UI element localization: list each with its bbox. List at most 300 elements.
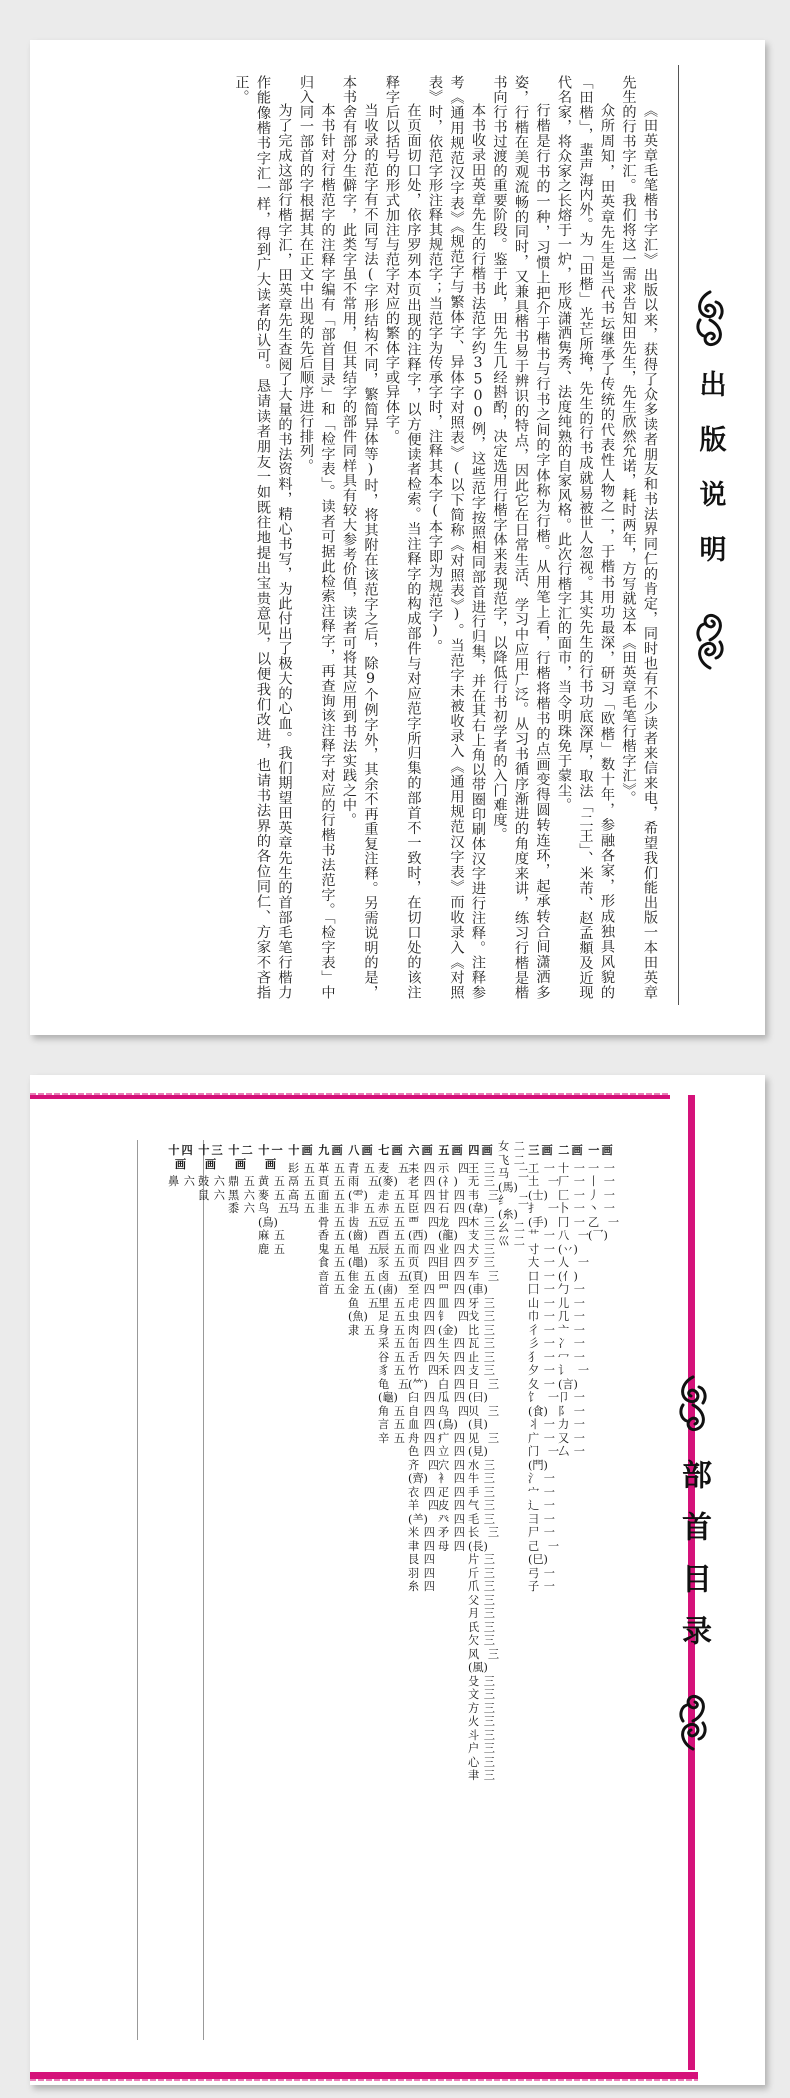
radical-entry[interactable] bbox=[258, 1175, 285, 1189]
radical-entry[interactable] bbox=[408, 1445, 435, 1459]
radical-entry[interactable] bbox=[468, 1337, 495, 1351]
radical-entry[interactable] bbox=[408, 1202, 435, 1216]
radical-page-number: 一 bbox=[573, 1202, 585, 1215]
radical-entry[interactable] bbox=[378, 1418, 405, 1432]
radical-page-number: 四 bbox=[453, 1364, 465, 1377]
radical-entry[interactable] bbox=[288, 1162, 315, 1176]
radical-entry[interactable] bbox=[528, 1391, 560, 1418]
radical-entry[interactable] bbox=[438, 1310, 470, 1337]
radical-entry[interactable] bbox=[468, 1377, 500, 1405]
radical-page-number: 三 bbox=[483, 1580, 495, 1593]
radical-entry[interactable] bbox=[438, 1337, 465, 1351]
radical-entry[interactable] bbox=[408, 1324, 435, 1338]
radical-page-number: 五 bbox=[393, 1418, 405, 1431]
radical-entry[interactable] bbox=[438, 1364, 465, 1378]
radical-entry[interactable] bbox=[528, 1539, 560, 1567]
radical-char: 王 bbox=[468, 1161, 480, 1175]
radical-entry[interactable] bbox=[438, 1161, 470, 1189]
radical-entry[interactable] bbox=[438, 1270, 465, 1284]
radical-entry[interactable] bbox=[348, 1324, 375, 1338]
radical-char: 髟 bbox=[288, 1161, 300, 1175]
radical-char: 日(曰) bbox=[468, 1377, 488, 1404]
radical-entry[interactable] bbox=[468, 1310, 495, 1324]
radical-page-number: 四 bbox=[427, 1215, 440, 1229]
radical-entry[interactable] bbox=[438, 1513, 465, 1527]
radical-entry[interactable] bbox=[168, 1175, 195, 1189]
radical-entry[interactable] bbox=[528, 1418, 555, 1432]
radical-char: 儿 bbox=[558, 1296, 570, 1310]
radical-index-column bbox=[198, 1140, 225, 2050]
radical-entry[interactable] bbox=[408, 1499, 440, 1526]
radical-entry[interactable] bbox=[468, 1553, 495, 1567]
radical-entry[interactable] bbox=[528, 1486, 555, 1500]
radical-entry[interactable] bbox=[558, 1432, 585, 1446]
radical-entry[interactable] bbox=[288, 1202, 315, 1216]
radical-entry[interactable] bbox=[528, 1243, 555, 1257]
radical-entry[interactable] bbox=[468, 1431, 500, 1459]
radical-entry[interactable] bbox=[378, 1337, 405, 1351]
radical-entry[interactable] bbox=[528, 1283, 555, 1297]
radical-page-number: 五 bbox=[397, 1377, 410, 1391]
radical-entry[interactable] bbox=[348, 1175, 380, 1202]
radical-entry[interactable] bbox=[198, 1189, 225, 1203]
radical-entry[interactable] bbox=[318, 1270, 345, 1284]
radical-entry[interactable] bbox=[378, 1351, 405, 1365]
radical-entry[interactable] bbox=[528, 1310, 555, 1324]
radical-page-number: 三 bbox=[483, 1728, 495, 1742]
radical-entry[interactable] bbox=[558, 1310, 585, 1324]
radical-entry[interactable] bbox=[408, 1432, 435, 1446]
radical-entry[interactable] bbox=[378, 1216, 405, 1230]
radical-entry[interactable] bbox=[558, 1297, 585, 1311]
radical-char: 疋 bbox=[438, 1485, 450, 1499]
radical-entry[interactable] bbox=[438, 1472, 465, 1486]
radical-entry[interactable] bbox=[528, 1337, 555, 1351]
radical-entry[interactable] bbox=[468, 1513, 495, 1527]
radical-char: 月 bbox=[468, 1607, 480, 1620]
radical-entry[interactable] bbox=[378, 1269, 410, 1297]
radical-entry[interactable] bbox=[468, 1607, 495, 1621]
radical-entry[interactable] bbox=[558, 1337, 585, 1351]
radical-entry[interactable] bbox=[438, 1215, 470, 1243]
radical-page-number: 四 bbox=[423, 1283, 435, 1296]
radical-entry[interactable] bbox=[378, 1310, 405, 1324]
radical-entry[interactable] bbox=[408, 1391, 435, 1405]
radical-entry[interactable] bbox=[588, 1202, 615, 1216]
radical-entry[interactable] bbox=[228, 1189, 255, 1203]
radical-entry[interactable] bbox=[528, 1567, 555, 1581]
radical-page-number: 五 bbox=[363, 1283, 375, 1296]
radical-entry[interactable] bbox=[468, 1729, 495, 1743]
radical-page-number: 四 bbox=[457, 1215, 470, 1229]
radical-entry[interactable] bbox=[468, 1715, 495, 1729]
radical-page-number: 四 bbox=[423, 1296, 435, 1310]
radical-entry[interactable] bbox=[468, 1175, 495, 1189]
radical-entry[interactable] bbox=[558, 1405, 585, 1419]
radical-page-number: 五 bbox=[303, 1161, 315, 1175]
radical-entry[interactable] bbox=[558, 1445, 585, 1459]
radical-entry[interactable] bbox=[498, 1221, 525, 1235]
radical-entry[interactable] bbox=[408, 1175, 435, 1189]
radical-entry[interactable] bbox=[558, 1162, 585, 1176]
radical-page-number: 一 bbox=[547, 1391, 560, 1404]
radical-entry[interactable] bbox=[408, 1580, 435, 1594]
radical-entry[interactable] bbox=[408, 1567, 435, 1581]
radical-entry[interactable] bbox=[348, 1202, 375, 1216]
radical-char: 羊(⺷) bbox=[408, 1499, 428, 1526]
radical-entry[interactable] bbox=[438, 1189, 465, 1203]
radical-entry[interactable] bbox=[468, 1162, 495, 1176]
radical-entry[interactable] bbox=[228, 1202, 255, 1216]
radical-entry[interactable] bbox=[318, 1162, 345, 1176]
radical-entry[interactable] bbox=[468, 1188, 500, 1216]
radical-entry[interactable] bbox=[408, 1337, 435, 1351]
radical-char: 革 bbox=[318, 1161, 330, 1175]
radical-entry[interactable] bbox=[378, 1243, 405, 1257]
radical-page-number: 三 bbox=[483, 1634, 495, 1647]
radical-entry[interactable] bbox=[468, 1621, 495, 1635]
radical-entry[interactable] bbox=[468, 1229, 495, 1243]
radical-entry[interactable] bbox=[528, 1297, 555, 1311]
radical-entry[interactable] bbox=[528, 1202, 560, 1229]
radical-entry[interactable] bbox=[468, 1404, 500, 1432]
radical-page-number: 五 bbox=[363, 1269, 375, 1283]
radical-page-number: 五 bbox=[333, 1229, 345, 1242]
radical-entry[interactable] bbox=[468, 1297, 495, 1311]
radical-index-column bbox=[378, 1140, 410, 2050]
radical-entry[interactable] bbox=[408, 1189, 435, 1203]
radical-char: 艮 bbox=[408, 1553, 420, 1566]
radical-char: 比 bbox=[468, 1323, 480, 1337]
radical-entry[interactable] bbox=[408, 1553, 435, 1567]
radical-page-number: 六 bbox=[213, 1188, 225, 1202]
radical-entry[interactable] bbox=[528, 1351, 555, 1365]
radical-page-number: 三 bbox=[483, 1701, 495, 1715]
radical-entry[interactable] bbox=[378, 1405, 405, 1419]
radical-entry[interactable] bbox=[528, 1162, 555, 1176]
radical-entry[interactable] bbox=[258, 1229, 285, 1243]
radical-entry[interactable] bbox=[528, 1256, 555, 1270]
radical-page-number: 二 bbox=[513, 1140, 525, 1153]
radical-entry[interactable] bbox=[468, 1702, 495, 1716]
radical-page-number: 三 bbox=[483, 1215, 495, 1229]
radical-entry[interactable] bbox=[408, 1458, 440, 1486]
radical-entry[interactable] bbox=[438, 1202, 465, 1216]
radical-entry[interactable] bbox=[438, 1256, 465, 1270]
radical-entry[interactable] bbox=[498, 1235, 525, 1249]
radical-entry[interactable] bbox=[378, 1297, 405, 1311]
radical-entry[interactable] bbox=[408, 1256, 440, 1283]
radical-entry[interactable] bbox=[468, 1688, 495, 1702]
radical-entry[interactable] bbox=[408, 1418, 435, 1432]
radical-entry[interactable] bbox=[438, 1459, 465, 1473]
radical-char: 幺 bbox=[498, 1221, 510, 1234]
radical-entry[interactable] bbox=[438, 1243, 465, 1257]
radical-char: 乙(乛) bbox=[588, 1215, 608, 1242]
radical-entry[interactable] bbox=[438, 1445, 465, 1459]
radical-entry[interactable] bbox=[558, 1418, 585, 1432]
radical-entry[interactable] bbox=[258, 1243, 285, 1257]
radical-page-number: 一 bbox=[543, 1256, 555, 1269]
radical-char: 匚 bbox=[558, 1188, 570, 1202]
radical-entry[interactable] bbox=[318, 1189, 345, 1203]
radical-page-number: 五 bbox=[333, 1283, 345, 1296]
radical-char: 冂 bbox=[558, 1215, 570, 1229]
radical-entry[interactable] bbox=[348, 1215, 380, 1243]
radical-page-number: 五 bbox=[273, 1175, 285, 1188]
radical-page-number: 一 bbox=[577, 1229, 590, 1242]
radical-entry[interactable] bbox=[318, 1256, 345, 1270]
radical-entry[interactable] bbox=[408, 1162, 435, 1176]
radical-entry[interactable] bbox=[348, 1270, 375, 1284]
radical-entry[interactable] bbox=[228, 1175, 255, 1189]
radical-page-number: 一 bbox=[603, 1188, 615, 1202]
radical-page-number: 四 bbox=[453, 1499, 465, 1512]
radical-entry[interactable] bbox=[438, 1486, 465, 1500]
radical-entry[interactable] bbox=[498, 1140, 525, 1154]
radical-entry[interactable] bbox=[468, 1742, 495, 1756]
radical-char: 血 bbox=[408, 1418, 420, 1431]
radical-entry[interactable] bbox=[318, 1229, 345, 1243]
radical-entry[interactable] bbox=[588, 1162, 615, 1176]
radical-entry[interactable] bbox=[558, 1229, 590, 1256]
radical-entry[interactable] bbox=[438, 1391, 465, 1405]
radical-page-number: 四 bbox=[453, 1269, 465, 1283]
radical-entry[interactable] bbox=[378, 1364, 405, 1378]
radical-char: 见(見) bbox=[468, 1431, 488, 1458]
radical-entry[interactable] bbox=[348, 1283, 375, 1297]
radical-entry[interactable] bbox=[468, 1216, 495, 1230]
radical-page-number: 五 bbox=[393, 1242, 405, 1256]
radical-page-number: 四 bbox=[427, 1256, 440, 1269]
radical-page-number: 一 bbox=[573, 1283, 585, 1296]
radical-char: 走 bbox=[378, 1188, 390, 1202]
radical-entry[interactable] bbox=[468, 1526, 500, 1553]
radical-char: 疒 bbox=[438, 1431, 450, 1445]
radical-entry[interactable] bbox=[528, 1445, 560, 1472]
radical-entry[interactable] bbox=[468, 1647, 500, 1675]
radical-entry[interactable] bbox=[528, 1580, 555, 1594]
radical-entry[interactable] bbox=[498, 1154, 525, 1168]
radical-entry[interactable] bbox=[468, 1486, 495, 1500]
radical-entry[interactable] bbox=[438, 1378, 465, 1392]
radical-entry[interactable] bbox=[408, 1540, 435, 1554]
radical-entry[interactable] bbox=[468, 1256, 495, 1270]
radical-entry[interactable] bbox=[378, 1324, 405, 1338]
paragraph: 本书针对行楷范字的注释字编有「部首目录」和「检字表」。读者可据此检索注释字，再查询该注释字对应的行楷书法范字。「检字表」中归入同一部首的字根据其在正文中出现的先后顺序进行排列。 bbox=[298, 75, 336, 1000]
radical-entry[interactable] bbox=[408, 1310, 435, 1324]
radical-entry[interactable] bbox=[588, 1175, 615, 1189]
radical-page-number: 一 bbox=[573, 1188, 585, 1202]
radical-entry[interactable] bbox=[528, 1499, 555, 1513]
radical-entry[interactable] bbox=[318, 1175, 345, 1189]
radical-entry[interactable] bbox=[558, 1256, 590, 1283]
radical-char: 丿 bbox=[588, 1188, 600, 1202]
stroke-count-heading: 八画 bbox=[348, 1143, 375, 1157]
radical-entry[interactable] bbox=[468, 1580, 495, 1594]
radical-entry[interactable] bbox=[438, 1432, 465, 1446]
radical-index-column bbox=[168, 1140, 195, 2050]
radical-entry[interactable] bbox=[378, 1189, 405, 1203]
radical-page-number: 六 bbox=[183, 1175, 195, 1188]
radical-page-number: 五 bbox=[243, 1175, 255, 1188]
radical-entry[interactable] bbox=[468, 1243, 495, 1257]
radical-entry[interactable] bbox=[528, 1324, 555, 1338]
radical-page-number: 五 bbox=[393, 1404, 405, 1418]
radical-entry[interactable] bbox=[468, 1769, 495, 1783]
radical-entry[interactable] bbox=[408, 1486, 435, 1500]
radical-entry[interactable] bbox=[468, 1594, 495, 1608]
radical-entry[interactable] bbox=[408, 1405, 435, 1419]
radical-page-number: 一 bbox=[543, 1377, 555, 1391]
radical-entry[interactable] bbox=[468, 1351, 495, 1365]
radical-entry[interactable] bbox=[558, 1283, 585, 1297]
radical-entry[interactable] bbox=[528, 1229, 555, 1243]
radical-page-number: 一 bbox=[577, 1256, 590, 1269]
radical-char: 虫 bbox=[408, 1310, 420, 1323]
radical-entry[interactable] bbox=[558, 1324, 585, 1338]
radical-entry[interactable] bbox=[498, 1167, 530, 1194]
radical-entry[interactable] bbox=[438, 1499, 465, 1513]
radical-entry[interactable] bbox=[528, 1472, 555, 1486]
radical-char: 火 bbox=[468, 1715, 480, 1728]
radical-entry[interactable] bbox=[438, 1526, 465, 1540]
radical-char: 角 bbox=[378, 1404, 390, 1418]
radical-entry[interactable] bbox=[378, 1161, 410, 1189]
radical-page-number: 五 bbox=[393, 1229, 405, 1242]
radical-entry[interactable] bbox=[468, 1269, 500, 1297]
radical-entry[interactable] bbox=[408, 1297, 435, 1311]
radical-entry[interactable] bbox=[558, 1351, 585, 1365]
radical-char: 禾 bbox=[438, 1364, 450, 1377]
radical-entry[interactable] bbox=[558, 1364, 590, 1391]
radical-entry[interactable] bbox=[318, 1243, 345, 1257]
radical-entry[interactable] bbox=[288, 1189, 315, 1203]
radical-page-number: 三 bbox=[483, 1512, 495, 1526]
radical-entry[interactable] bbox=[528, 1270, 555, 1284]
radical-entry[interactable] bbox=[348, 1296, 380, 1324]
radical-entry[interactable] bbox=[558, 1189, 585, 1203]
radical-index-column bbox=[318, 1140, 345, 2050]
radical-page-number: 一 bbox=[543, 1350, 555, 1364]
radical-entry[interactable] bbox=[468, 1324, 495, 1338]
radical-entry[interactable] bbox=[468, 1364, 495, 1378]
radical-page-number: 三 bbox=[483, 1593, 495, 1607]
radical-entry[interactable] bbox=[528, 1364, 555, 1378]
stroke-count-heading: 五画 bbox=[438, 1143, 465, 1157]
radical-entry[interactable] bbox=[408, 1364, 440, 1391]
radical-entry[interactable] bbox=[408, 1526, 435, 1540]
radical-entry[interactable] bbox=[468, 1459, 495, 1473]
radical-entry[interactable] bbox=[438, 1540, 465, 1554]
radical-page-number: 四 bbox=[423, 1202, 435, 1215]
radical-entry[interactable] bbox=[558, 1175, 585, 1189]
radical-char: 耒 bbox=[408, 1161, 420, 1175]
radical-char: 欠 bbox=[468, 1634, 480, 1647]
radical-entry[interactable] bbox=[408, 1351, 435, 1365]
radical-entry[interactable] bbox=[438, 1297, 465, 1311]
radical-char: 舟 bbox=[408, 1431, 420, 1445]
radical-page-number: 四 bbox=[423, 1418, 435, 1431]
radical-index-column bbox=[498, 1140, 530, 2050]
radical-char: 力 bbox=[558, 1418, 570, 1431]
radical-entry[interactable] bbox=[408, 1283, 435, 1297]
radical-entry[interactable] bbox=[378, 1377, 410, 1405]
radical-entry[interactable] bbox=[468, 1567, 495, 1581]
radical-char: 矢 bbox=[438, 1350, 450, 1364]
radical-entry[interactable] bbox=[258, 1202, 290, 1229]
radical-entry[interactable] bbox=[198, 1175, 225, 1189]
radical-page-number: 四 bbox=[453, 1296, 465, 1310]
radical-char: 气 bbox=[468, 1499, 480, 1512]
radical-entry[interactable] bbox=[288, 1175, 315, 1189]
radical-entry[interactable] bbox=[468, 1634, 495, 1648]
radical-entry[interactable] bbox=[498, 1194, 530, 1221]
radical-entry[interactable] bbox=[528, 1175, 560, 1202]
radical-entry[interactable] bbox=[468, 1675, 495, 1689]
radical-entry[interactable] bbox=[348, 1162, 375, 1176]
radical-char: 无 bbox=[468, 1175, 480, 1188]
radical-entry[interactable] bbox=[318, 1216, 345, 1230]
radical-entry[interactable] bbox=[558, 1391, 585, 1405]
radical-entry[interactable] bbox=[378, 1432, 405, 1446]
radical-entry[interactable] bbox=[528, 1513, 555, 1527]
stroke-count-heading: 七画 bbox=[378, 1143, 405, 1157]
radical-entry[interactable] bbox=[528, 1526, 555, 1540]
radical-char: 矛 bbox=[438, 1526, 450, 1539]
radical-page-number: 一 bbox=[543, 1580, 555, 1593]
radical-entry[interactable] bbox=[588, 1215, 620, 1243]
radical-entry[interactable] bbox=[348, 1242, 380, 1270]
radical-page-number: 四 bbox=[453, 1445, 465, 1458]
radical-char: 歹 bbox=[468, 1256, 480, 1269]
radical-char: 非 bbox=[348, 1202, 360, 1215]
radical-entry[interactable] bbox=[438, 1283, 465, 1297]
radical-entry[interactable] bbox=[528, 1432, 555, 1446]
radical-entry[interactable] bbox=[378, 1202, 405, 1216]
radical-page-number: 三 bbox=[487, 1431, 500, 1445]
radical-entry[interactable] bbox=[378, 1229, 405, 1243]
radical-entry[interactable] bbox=[408, 1243, 435, 1257]
stroke-count-heading: 十二画 bbox=[228, 1143, 255, 1171]
radical-entry[interactable] bbox=[588, 1189, 615, 1203]
radical-entry[interactable] bbox=[558, 1216, 585, 1230]
radical-entry[interactable] bbox=[558, 1202, 585, 1216]
radical-char: 示(礻) bbox=[438, 1161, 458, 1188]
radical-entry[interactable] bbox=[318, 1283, 345, 1297]
radical-entry[interactable] bbox=[438, 1404, 470, 1432]
radical-entry[interactable] bbox=[468, 1756, 495, 1770]
radical-char: 韦(韋) bbox=[468, 1188, 488, 1215]
radical-char: 鼻 bbox=[168, 1175, 180, 1188]
radical-entry[interactable] bbox=[468, 1499, 495, 1513]
radical-entry[interactable] bbox=[528, 1378, 555, 1392]
radical-entry[interactable] bbox=[408, 1215, 440, 1243]
radical-page-number: 五 bbox=[333, 1202, 345, 1215]
radical-char: 龟(龜) bbox=[378, 1377, 398, 1404]
radical-entry[interactable] bbox=[258, 1189, 285, 1203]
radical-entry[interactable] bbox=[438, 1351, 465, 1365]
radical-char: 片 bbox=[468, 1553, 480, 1566]
radical-entry[interactable] bbox=[378, 1256, 405, 1270]
radical-entry[interactable] bbox=[318, 1202, 345, 1216]
radical-page-number: 二 bbox=[517, 1194, 530, 1207]
radical-char: 卜 bbox=[558, 1202, 570, 1215]
radical-page-number: 一 bbox=[547, 1175, 560, 1188]
radical-entry[interactable] bbox=[468, 1472, 495, 1486]
stroke-count-heading: 一画 bbox=[588, 1143, 615, 1157]
radical-page-number: 三 bbox=[483, 1458, 495, 1472]
